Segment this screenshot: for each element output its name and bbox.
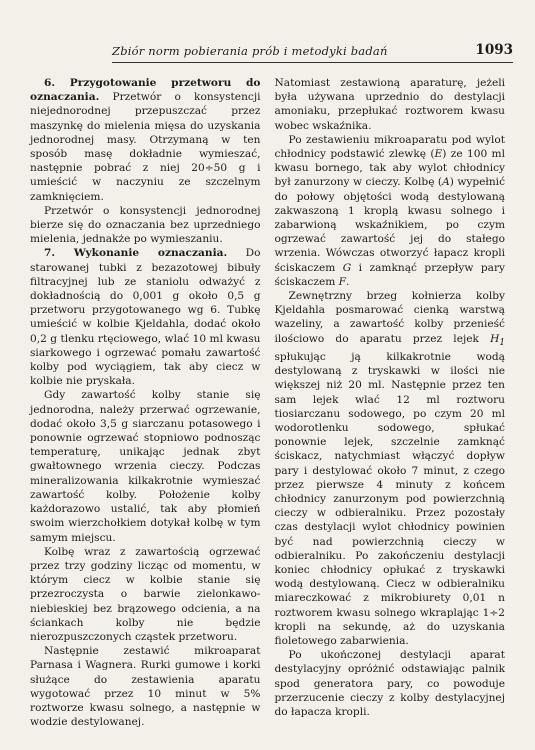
paragraph-zewnetrzny — [275, 289, 506, 648]
two-column-body — [30, 76, 505, 729]
symbol-A: A — [442, 176, 450, 189]
symbol-H1 — [490, 332, 505, 348]
paragraph-natomiast: Natomiast zestawioną aparaturę, jeżeli była używana uprzednio do destylacji amoniaku, przepłukać roztworem kwasu wobec wskaźnika. — [274, 77, 505, 132]
text-run: ) ze 100 ml kwasu bornego, tak aby wylot chłodnicy był zanurzony w cieczy. Kolbę ( — [274, 148, 505, 189]
left-column — [30, 76, 261, 729]
paragraph-kolbe: Kolbę wraz z zawartością ogrzewać przez trzy godziny licząc od momentu, w którym ciecz w kolbie stanie się przezroczysta o barwie zielonkawo-niebieskiej bez brązowego odcienia, a na ściankach kolby nie będzie nierozpuszczonych cząstek przetworu. — [30, 545, 261, 643]
text-run: i zamknąć przepływ pary ściskaczem — [274, 261, 505, 288]
running-header — [112, 36, 513, 63]
section-7-paragraph-1 — [30, 246, 261, 388]
section-6-text-1: Przetwór o konsystencji niejednorodnej przepuszczać przez maszynkę do mielenia mięsa do uzyskania jednorodnej masy. Otrzymaną w ten sposób masę dokładnie wymieszać, następnie pobrać z niej 20÷50 g i umieścić w naczyniu ze szczelnym zamknięciem. — [30, 91, 261, 203]
section-6-paragraph-2: Przetwór o konsystencji jednorodnej bierze się do oznaczania bez uprzedniego mielenia, jednakże po wymieszaniu. — [30, 204, 261, 246]
symbol-F: F — [338, 275, 346, 288]
paragraph-gdy: Gdy zawartość kolby stanie się jednorodna, należy przerwać ogrzewanie, dodać około 3,5 g siarczanu potasowego i ponownie ogrzewać stopniowo podnosząc temperaturę, unikając jednak zbyt gwałtownego wrzenia cieczy. Podczas mineralizowania kilkakrotnie wymieszać zawartość kolby. Położenie kolby każdorazowo ustalić, tak aby płomień swoim wierzchołkiem dotykał kolbę w tym samym miejscu. — [30, 389, 261, 544]
text-run: Po zestawieniu mikroaparatu pod wylot chłodnicy podstawić zlewkę ( — [274, 133, 505, 161]
symbol-H-subscript: 1 — [499, 337, 505, 348]
text-run: ) wypełnić do połowy objętości wodą destylowaną zakwaszoną 1 kroplą kwasu solnego i zabarwioną wskaźnikiem, po czym ogrzewać zawartość jej do stałego wrzenia. Wówczas otworzyć łapacz kropli ściskaczem — [274, 176, 506, 274]
section-6-paragraph-1 — [30, 76, 261, 204]
text-run: Zewnętrzny brzeg kołnierza kolby Kjeldahla posmarować cienką warstwą wazeliny, a zawartość kolby przenieść ilościowo do aparatu przez lejek — [274, 290, 505, 345]
section-6-heading: 6. Przygotowanie przetworu do oznaczania. — [30, 77, 261, 104]
paragraph-po-ukonczeniu: Po ukończonej destylacji aparat destylacyjny opróżnić odstawiając palnik spod generatora pary, co powoduje przerzucenie cieczy z kolby destylacyjnej do łapacza kropli. — [274, 649, 505, 719]
right-column — [275, 76, 506, 729]
symbol-E: E — [434, 148, 443, 161]
running-title: Zbiór norm pobierania prób i metodyki badań — [112, 44, 388, 58]
paragraph-nastepnie: Następnie zestawić mikroaparat Parnasa i Wagnera. Rurki gumowe i korki służące do zestawienia aparatu wygotować przez 10 minut w 5% roztworze kwasu solnego, a następnie w wodzie destylowanej. — [30, 645, 261, 729]
section-7-heading: 7. Wykonanie oznaczania. — [44, 247, 228, 260]
text-run: . — [346, 275, 350, 288]
section-7-text-1: Do starowanej tubki z bezazotowej bibuły filtracyjnej lub ze staniolu odważyć z dokładnością do 0,001 g około 0,5 g przetworu przygotowanego wg 6. Tubkę umieścić w kolbie Kjeldahla, dodać około 0,2 g tlenku rtęciowego, wlać 10 ml kwasu siarkowego i ogrzewać pomału zawartość kolby pod wyciągiem, tak aby ciecz w kolbie nie pryskała. — [30, 247, 261, 388]
symbol-H: H — [490, 332, 500, 345]
paragraph-po-zestawieniu — [275, 133, 506, 289]
text-run: spłukując ją kilkakrotnie wodą destylowaną z tryskawki w ilości nie większej niż 20 ml. Następnie przez ten sam lejek wlać 12 ml roztworu tiosiarczanu sodowego, po czym 20 ml wodorotlenku sodowego, spłukać ponownie lejek, szczelnie zamknąć ściskacz, natychmiast włączyć dopływ pary i destylować około 7 minut, z czego przez pierwsze 4 minuty z końcem chłodnicy zanurzonym pod powierzchnią cieczy w odbieralniku. Przez pozostały czas destylacji wylot chłodnicy powinien być nad powierzchnią cieczy w odbieralniku. Po zakończeniu destylacji koniec chłodnicy opłukać z tryskawki wodą destylowaną. Ciecz w odbieralniku miareczkować z mikrobiurety 0,01 n roztworem kwasu solnego wkraplając 1÷2 kropli na sekundę, aż do uzyskania fioletowego zabarwienia. — [274, 350, 505, 648]
page-number: 1093 — [475, 42, 513, 58]
symbol-G: G — [342, 261, 352, 274]
